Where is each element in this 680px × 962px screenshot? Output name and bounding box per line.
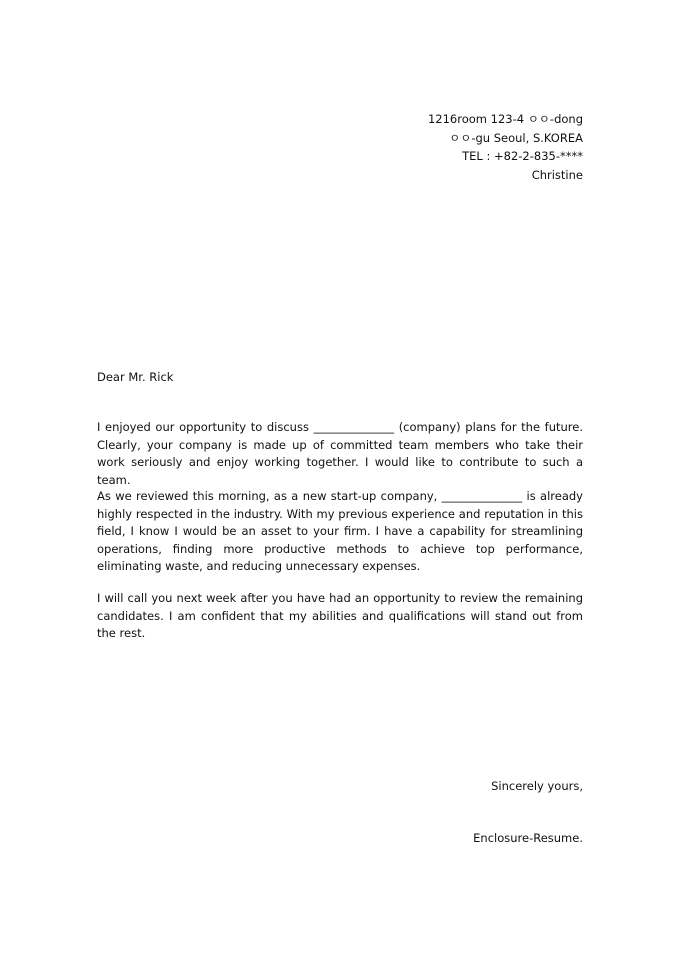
salutation: Dear Mr. Rick xyxy=(97,370,174,384)
body-paragraph-3: I will call you next week after you have had an opportunity to review the remaining candidates. I am confident that my abilities and qualifications will stand out from the rest. xyxy=(97,591,583,640)
sender-phone: TEL : +82-2-835-**** xyxy=(462,149,583,163)
closing-signoff: Sincerely yours, xyxy=(491,779,583,793)
sender-name: Christine xyxy=(531,167,583,182)
sender-address-block xyxy=(428,110,583,184)
sender-address-line-2: ㅇㅇ-gu Seoul, S.KOREA xyxy=(449,130,583,145)
body-paragraph-2: As we reviewed this morning, as a new start-up company, ______________ is already highly respected in the industry. With my previous experience and reputation in this field, I know I would be an asset to your firm. I have a capability for streamlining operations, finding more productive methods to achieve top performance, eliminating waste, and reducing unnecessary expenses. xyxy=(97,489,583,573)
enclosure-note: Enclosure-Resume. xyxy=(473,831,583,845)
sender-address-line-1: 1216room 123-4 ㅇㅇ-dong xyxy=(427,112,583,126)
body-paragraph-1: I enjoyed our opportunity to discuss ______________ (company) plans for the future. Clearly, your company is made up of committed team members who take their work seriously and enjoy working together. I would like to contribute to such a team. xyxy=(97,420,583,487)
